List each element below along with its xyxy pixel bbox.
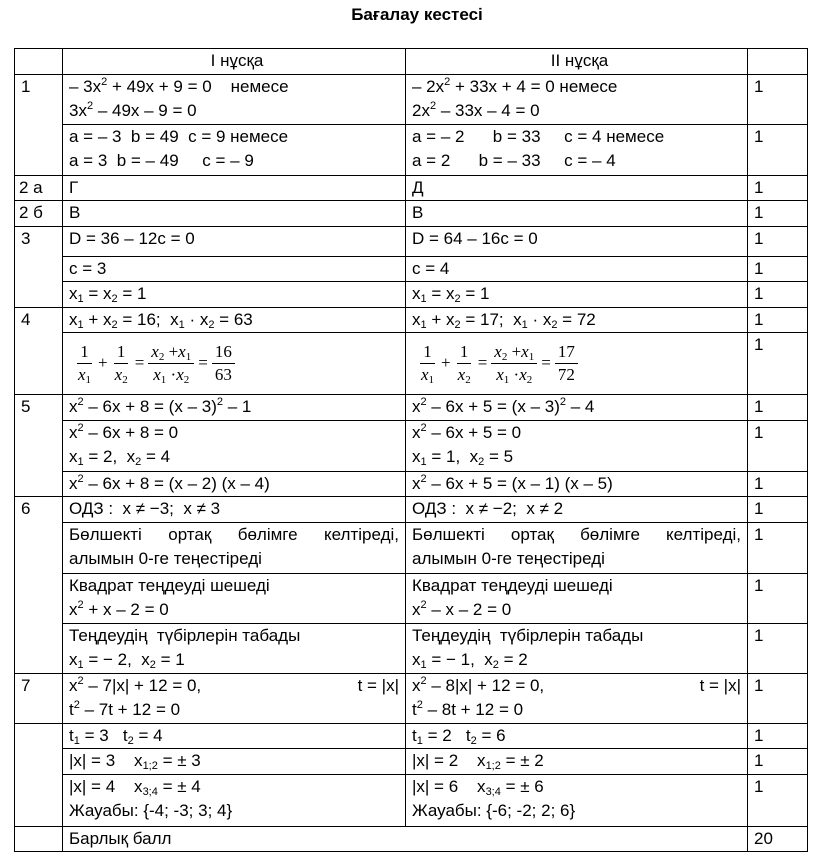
table-header-row [15,49,808,75]
task-number: 1 [15,74,63,175]
table-row [15,282,808,308]
table-row [15,256,808,282]
variant-2-cell: $t_1 = 2$ $t_2 = 6$ [406,723,748,749]
points-cell: 1 [748,282,808,308]
assessment-table [14,48,808,852]
points-cell: 1 [748,175,808,201]
header-num [15,49,63,75]
variant-1-cell: В [63,201,406,227]
table-row [15,395,808,421]
variant-2-cell: Бөлшекті ортақ бөлімге келтіреді, алымын 0-ге теңестіреді [406,522,748,573]
table-row [15,723,808,749]
variant-2-cell: В [406,201,748,227]
task-number: 4 [15,307,63,395]
variant-1-cell: $t_1 = 3$ $t_2 = 4$ [63,723,406,749]
variant-2-cell: $x_1 = x_2 = 1$ [406,282,748,308]
variant-1-cell: Квадрат теңдеуді шешеді $x^2 + x - 2 = 0$ [63,573,406,623]
variant-1-cell: Г [63,175,406,201]
variant-2-cell: ОДЗ : x ≠ −2; x ≠ 2 [406,497,748,523]
table-row [15,333,808,395]
points-cell: 1 [748,124,808,175]
points-cell: 1 [748,623,808,673]
points-cell: 1 [748,226,808,256]
table-row [15,673,808,723]
table-row [15,420,808,471]
fraction-formula: $\frac{1}{x_1}$ + $\frac{1}{x_2}$ = $\frac{x_2 +x_1}{x_1 \cdot x_2}$ = $\frac{16}{63}$ [69,333,405,393]
task-number: 6 [15,497,63,674]
points-cell: 1 [748,395,808,421]
variant-2-cell: – $2x^2 + 33x + 4 = 0$ немесе $2x^2 - 33x - 4 = 0$ [406,74,748,124]
variant-1-cell: |x| = 4 $x_{3;4}$ = ± 4 Жауабы: {-4; -3; 3; 4} [63,774,406,826]
variant-1-cell: Теңдеудің түбірлерін табады $x_1$ = − 2, $x_2 = 1$ [63,623,406,673]
header-variant-2: II нұсқа [406,49,748,75]
total-num [15,826,63,852]
total-label: Барлық балл [63,826,748,852]
page-title: Бағалау кестесі [351,5,483,24]
variant-2-cell: $x^2 - 6x + 5 = (x - 3)^2 - 4$ [406,395,748,421]
variant-2-cell: D = 64 – 16c = 0 [406,226,748,256]
variant-1-cell: $x^2 - 6x + 8 = 0$ $x_1 = 2$, $x_2 = 4$ [63,420,406,471]
variant-2-cell: $x^2 - 6x + 5 = 0$ $x_1 = 1$, $x_2 = 5$ [406,420,748,471]
header-points [748,49,808,75]
points-cell: 1 [748,256,808,282]
points-cell: 1 [748,522,808,573]
variant-1-cell: $x^2 - 6x + 8 = (x - 2)$ (x – 4) [63,471,406,497]
table-row [15,573,808,623]
variant-2-cell: |x| = 2 $x_{1;2}$ = ± 2 [406,749,748,775]
variant-2-cell [406,333,748,395]
points-cell: 1 [748,749,808,775]
task-number: 5 [15,395,63,497]
variant-2-cell: a = – 2 b = 33 c = 4 немесе a = 2 b = – 33 c = – 4 [406,124,748,175]
total-row [15,826,808,852]
points-cell: 1 [748,774,808,826]
variant-2-cell: c = 4 [406,256,748,282]
variant-2-cell: $x_1 + x_2 = 17$; $x_1 \cdot x_2 = 72$ [406,307,748,333]
variant-2-cell: $x^2 - 6x + 5 = (x - 1)$ (x – 5) [406,471,748,497]
variant-1-cell: $x_1 = x_2 = 1$ [63,282,406,308]
variant-1-cell: |x| = 3 $x_{1;2}$ = ± 3 [63,749,406,775]
table-row [15,124,808,175]
table-row [15,497,808,523]
variant-2-cell: $x^2 - 8|x| + 12 = 0$, t = |x| $t^2 - 8t + 12 = 0$ [406,673,748,723]
variant-2-cell: Д [406,175,748,201]
variant-1-cell: $x_1 + x_2 = 16$; $x_1 \cdot x_2 = 63$ [63,307,406,333]
task-number: 7 [15,673,63,723]
points-cell: 1 [748,497,808,523]
total-points: 20 [748,826,808,852]
task-number: 2 б [15,201,63,227]
variant-1-cell: ОДЗ : x ≠ −3; x ≠ 3 [63,497,406,523]
variant-1-cell: D = 36 – 12c = 0 [63,226,406,256]
points-cell: 1 [748,333,808,395]
points-cell: 1 [748,723,808,749]
table-row [15,471,808,497]
variant-1-cell: $x^2 - 6x + 8 = (x - 3)^2 - 1$ [63,395,406,421]
variant-1-cell: – $3x^2 + 49x + 9 = 0$ немесе $3x^2 - 49x - 9 = 0$ [63,74,406,124]
table-row [15,749,808,775]
table-row [15,175,808,201]
points-cell: 1 [748,307,808,333]
table-row [15,226,808,256]
header-variant-1: I нұсқа [63,49,406,75]
task-number-empty [15,723,63,826]
variant-1-cell: Бөлшекті ортақ бөлімге келтіреді, алымын 0-ге теңестіреді [63,522,406,573]
variant-2-cell: Теңдеудің түбірлерін табады $x_1$ = − 1, $x_2 = 2$ [406,623,748,673]
variant-2-cell: |x| = 6 $x_{3;4}$ = ± 6 Жауабы: {-6; -2; 2; 6} [406,774,748,826]
points-cell: 1 [748,74,808,124]
points-cell: 1 [748,673,808,723]
table-row [15,774,808,826]
task-number: 3 [15,226,63,307]
variant-1-cell: c = 3 [63,256,406,282]
variant-2-cell: Квадрат теңдеуді шешеді $x^2 - x - 2 = 0$ [406,573,748,623]
table-row [15,522,808,573]
points-cell: 1 [748,471,808,497]
table-row [15,623,808,673]
points-cell: 1 [748,201,808,227]
fraction-formula: $\frac{1}{x_1}$ + $\frac{1}{x_2}$ = $\frac{x_2 +x_1}{x_1 \cdot x_2}$ = $\frac{17}{72}$ [412,333,747,393]
task-number: 2 а [15,175,63,201]
variant-1-cell [63,333,406,395]
table-row [15,201,808,227]
points-cell: 1 [748,573,808,623]
table-row [15,307,808,333]
points-cell: 1 [748,420,808,471]
table-row [15,74,808,124]
variant-1-cell: $x^2 - 7|x| + 12 = 0$, t = |x| $t^2 - 7t + 12 = 0$ [63,673,406,723]
variant-1-cell: a = – 3 b = 49 c = 9 немесе a = 3 b = – 49 c = – 9 [63,124,406,175]
